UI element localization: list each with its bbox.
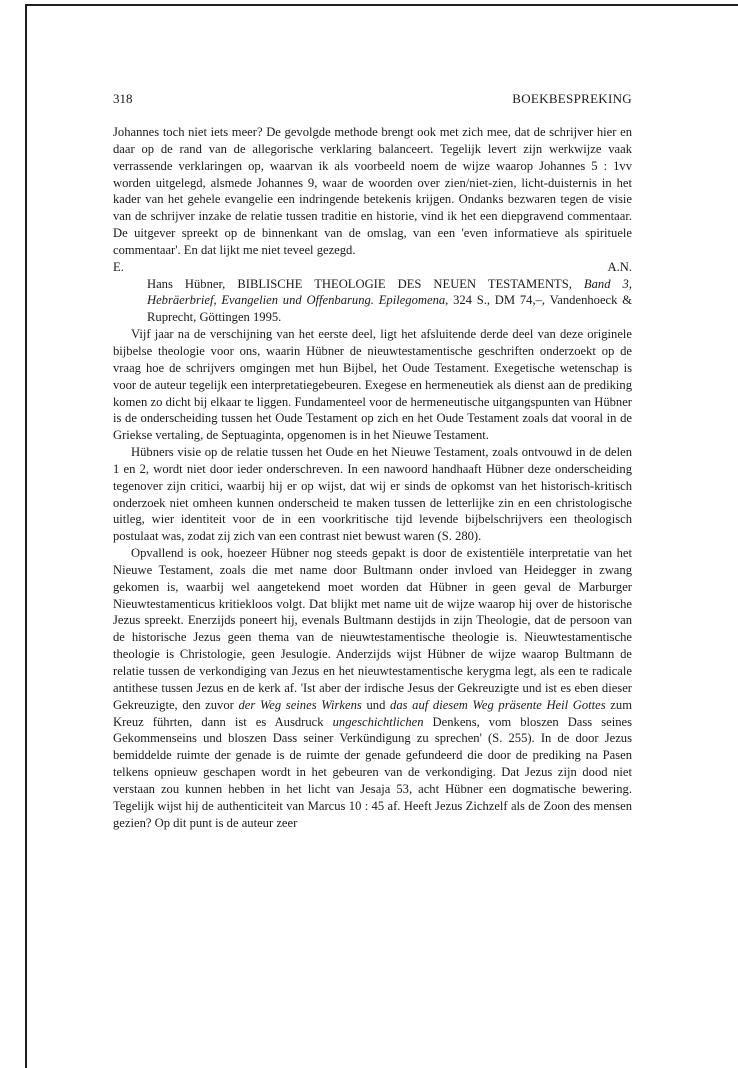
review2-paragraph-3 <box>113 545 632 831</box>
p3-part-b: und <box>361 697 391 712</box>
scan-border-top <box>25 4 738 6</box>
biblio-volume: Band 3, Hebräerbrief, Evangelien und Offenbarung. Epilegomena <box>147 276 632 308</box>
review2-bibliography <box>113 276 632 327</box>
review2-paragraph-2: Hübners visie op de relatie tussen het Oude en het Nieuwe Testament, zoals ontvouwd in de delen 1 en 2, wordt niet door ieder onderschreven. In een nawoord handhaaft Hübner deze onderscheiding tegenover zijn critici, waarbij hij er op wijst, dat wij er sinds de opkomst van het historisch-kritisch onderzoek niet omheen kunnen onderscheid te maken tussen de letterlijke zin en een christologische uitleg, wier identiteit voor de in een voorkritische tijd levende bijbelschrijvers een theologisch postulaat was, zodat zij zich van een contrast niet bewust waren (S. 280). <box>113 445 632 544</box>
running-title: BOEKBESPREKING <box>512 91 632 106</box>
p3-italic-1: der Weg seines Wirkens <box>238 697 362 712</box>
biblio-author-title: Hans Hübner, BIBLISCHE THEOLOGIE DES NEUEN TESTAMENTS, <box>147 276 584 291</box>
review2-paragraph-1: Vijf jaar na de verschijning van het eerste deel, ligt het afsluitende derde deel van deze originele bijbelse theologie voor ons, waarin Hübner de nieuwtestamentische geschriften onderzoekt op de vraag hoe de schrijvers omgingen met hun Bijbel, het Oude Testament. Exegetische wetenschap is voor de auteur tegelijk een interpretatiegebeuren. Exegese en hermeneutiek als dienst aan de prediking komen zo dicht bij elkaar te liggen. Fundamenteel voor de hermeneutische uitgangspunten van Hübner is de onderscheiding tussen het Oude Testament op zich en het Oude Testament zoals dat vooral in de Griekse vertaling, de Septuaginta, opgenomen is in het Nieuwe Testament. <box>113 327 632 443</box>
p3-part-d: Denkens, vom bloszen Dass seines Gekommenseins und bloszen Dass seiner Verkündigung zu sprechen' (S. 255). In de door Jezus bemiddelde ruimte der genade is de ruimte der genade gefundeerd die door de prediking na Pasen telkens opnieuw geschapen wordt in het gebeuren van de verkondiging. Dat Jezus zijn dood niet verstaan zou kunnen hebben in het licht van Jesaja 53, acht Hübner een dogmatische bewering. Tegelijk wijst hij de authenticiteit van Marcus 10 : 45 af. Heeft Jezus Zichzelf als de Zoon des mensen gezien? Op dit punt is de auteur zeer <box>113 714 633 830</box>
p3-italic-3: ungeschichtlichen <box>332 714 424 729</box>
review1-signature <box>113 259 632 276</box>
page-number: 318 <box>113 91 133 106</box>
review1-paragraph: Johannes toch niet iets meer? De gevolgde methode brengt ook met zich mee, dat de schrijver hier en daar op de rand van de allegorische verklaring balanceert. Tegelijk levert zijn werkwijze vaak verrassende verklaringen op, waarvan ik als voorbeeld noem de wijze waarop Johannes 5 : 1vv worden uitgelegd, alsmede Johannes 9, waar de woorden over zien/niet-zien, licht-duisternis in het kader van het gehele evangelie een indringende betekenis krijgen. Ondanks bezwaren tegen de visie van de schrijver inzake de relatie tussen traditie en historie, vind ik het een diepgravend commentaar. De uitgever spreekt op de binnenkant van de omslag, van een 'even informatieve als spirituele commentaar'. En dat lijkt me niet teveel gezegd. <box>113 125 632 257</box>
page-body <box>113 124 632 831</box>
p3-part-c: zum Kreuz führten, dann ist es Ausdruck <box>113 697 632 729</box>
signature-right: A.N. <box>607 259 632 274</box>
p3-italic-2: das auf diesem Weg präsente Heil Gottes <box>390 697 606 712</box>
signature-left: E. <box>113 259 124 274</box>
p3-part-a: Opvallend is ook, hoezeer Hübner nog steeds gepakt is door de existentiële interpretatie van het Nieuwe Testament, zoals die met name door Bultmann onder invloed van Heidegger in zwang gekomen is, waarbij wel aangetekend moet worden dat Hübner in geen geval de Marburger Nieuwtestamenticus kritiekloos volgt. Dat blijkt met name uit de wijze waarop hij over de historische Jezus spreekt. Enerzijds poneert hij, evenals Bultmann destijds in zijn Theologie, dat de persoon van de historische Jezus geen thema van de nieuwtestamentische theologie is. Nieuwtestamentische theologie is Christologie, geen Jesulogie. Anderzijds wijst Hübner de wijze waarop Bultmann de relatie tussen de verkondiging van Jezus en het nieuwtestamentische kerygma legt, als een te radicale antithese tussen Jezus en de kerk af. 'Ist aber der irdische Jesus der Gekreuzigte und ist es eben dieser Gekreuzigte, den zuvor <box>113 546 632 712</box>
biblio-publication: , 324 S., DM 74,–, Vandenhoeck & Ruprecht, Göttingen 1995. <box>147 293 632 325</box>
scan-border-left <box>25 4 27 1068</box>
